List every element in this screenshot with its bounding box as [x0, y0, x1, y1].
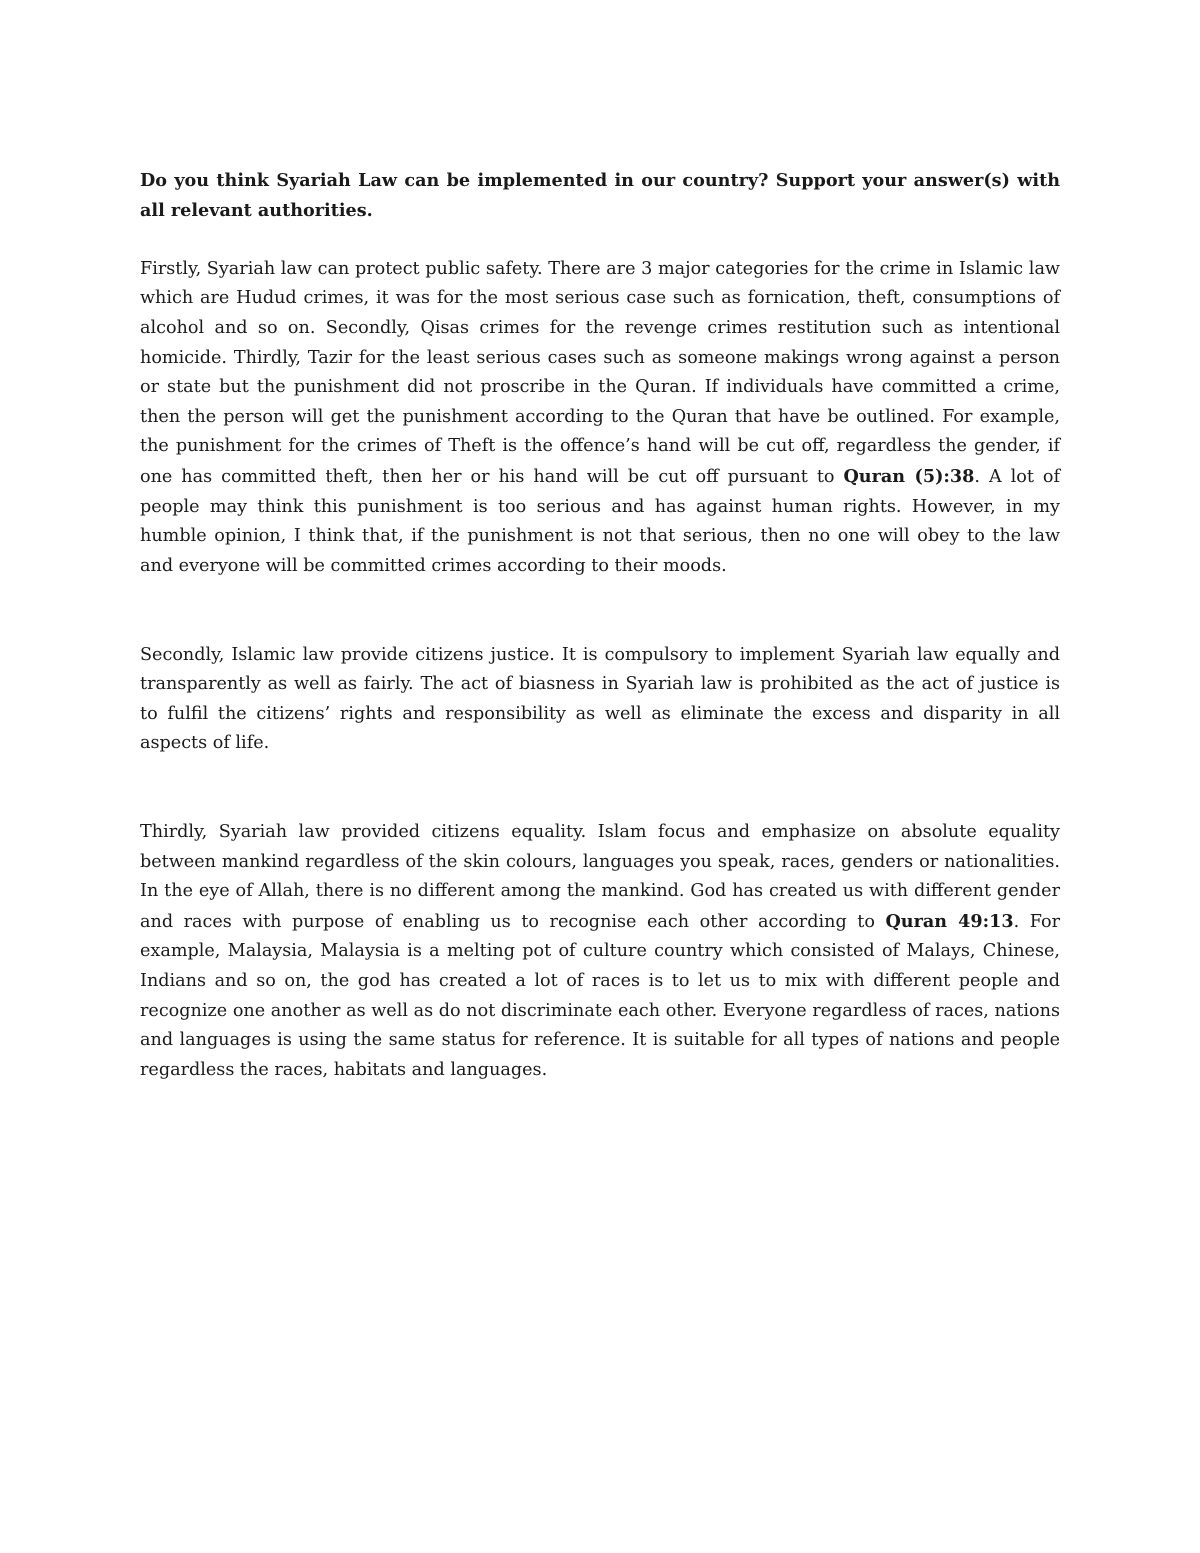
quran-reference: Quran 49:13 [885, 910, 1014, 932]
paragraph-justice [140, 641, 1060, 759]
question-heading: Do you think Syariah Law can be implemented in our country? Support your answer(s) with all relevant authorities. [140, 170, 1060, 221]
paragraph-text: Firstly, Syariah law can protect public safety. There are 3 major categories for the crime in Islamic law which are Hudud crimes, it was for the most serious case such as fornication, theft, consumptions of alcohol and so on. Secondly, Qisas crimes for the revenge crimes restitution such as intentional homicide. Thirdly, Tazir for the least serious cases such as someone makings wrong against a person or state but the punishment did not proscribe in the Quran. If individuals have committed a crime, then the person will get the punishment according to the Quran that have be outlined. For example, the punishment for the crimes of Theft is the offence’s hand will be cut off, regardless the gender, if one has committed theft, then her or his hand will be cut off pursuant to [140, 258, 1060, 487]
paragraph-public-safety [140, 255, 1060, 582]
quran-reference: Quran (5):38 [843, 465, 975, 487]
paragraph-text: . For example, Malaysia, Malaysia is a melting pot of culture country which consisted of Malays, Chinese, Indians and so on, the god has created a lot of races is to let us to mix with different people and recognize one another as well as do not discriminate each other. Everyone regardless of races, nations and languages is using the same status for reference. It is suitable for all types of nations and people regardless the races, habitats and languages. [140, 911, 1060, 1080]
document-body [140, 166, 1060, 1085]
paragraph-text: . A lot of people may think this punishment is too serious and has against human rights. However, in my humble opinion, I think that, if the punishment is not that serious, then no one will obey to the law and everyone will be committed crimes according to their moods. [140, 466, 1060, 576]
paragraph-text: Thirdly, Syariah law provided citizens equality. Islam focus and emphasize on absolute equality between mankind regardless of the skin colours, languages you speak, races, genders or nationalities. In the eye of Allah, there is no different among the mankind. God has created us with different gender and races with purpose of enabling us to recognise each other according to [140, 822, 1060, 932]
paragraph-text: Secondly, Islamic law provide citizens justice. It is compulsory to implement Syariah law equally and transparently as well as fairly. The act of biasness in Syariah law is prohibited as the act of justice is to fulfil the citizens’ rights and responsibility as well as eliminate the excess and disparity in all aspects of life. [140, 644, 1060, 754]
paragraph-equality [140, 818, 1060, 1085]
